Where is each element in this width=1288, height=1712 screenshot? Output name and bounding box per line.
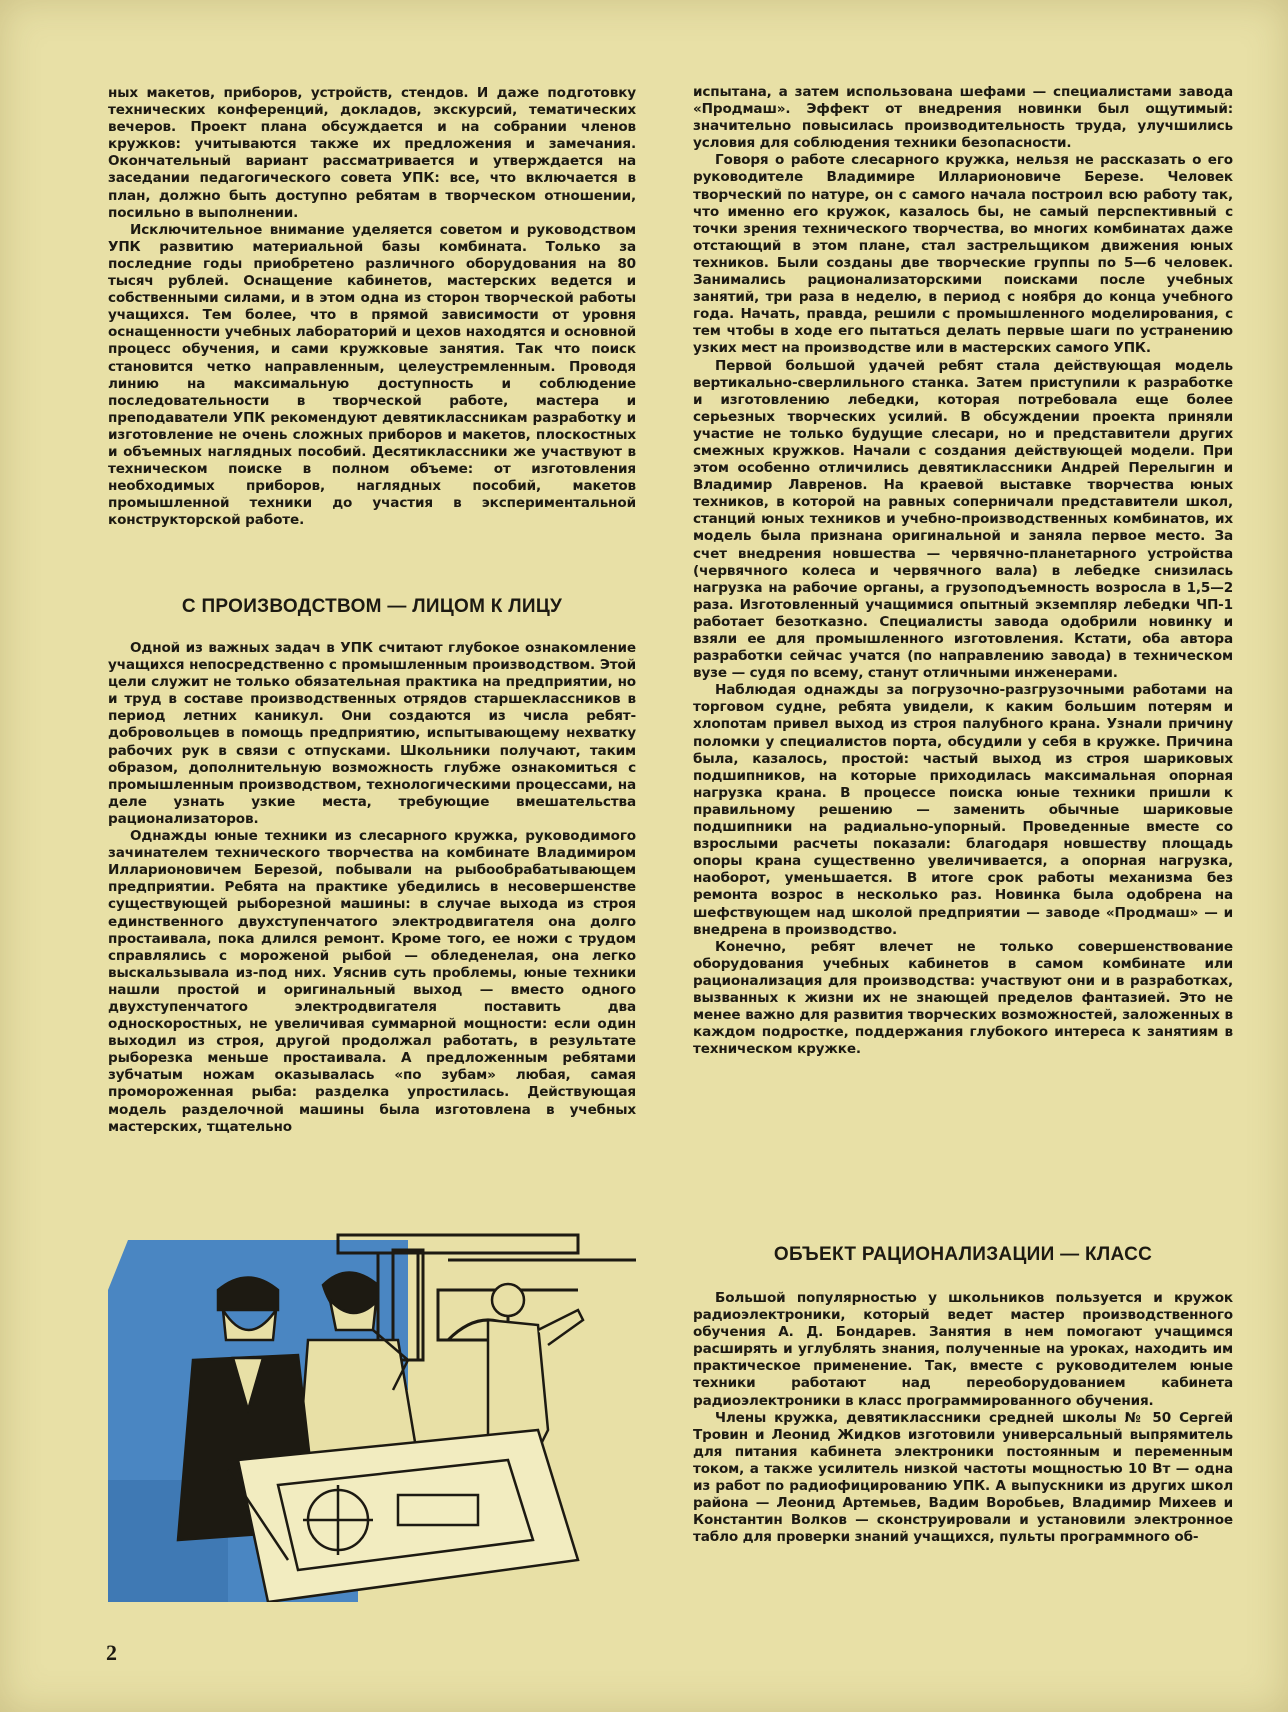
paragraph: Однажды юные техники из слесарного кружка, руководимого зачинателем технического творчества на комбинате Владимиром Илларионовичем Березой, побывали на рыбообрабатывающем предприятии. Ребята на практике убедились в несовершенстве существующей рыборезной машины: в случае выхода из строя единственного двухступенчатого электродвигателя она долго простаивала, пока длился ремонт. Кроме того, ее ножи с трудом справлялись с мороженой рыбой — обледенелая, она легко выскальзывала из-под них. Уяснив суть проблемы, юные техники нашли простой и оригинальный выход — вместо одного двухступенчатого электродвигателя поставить два односкоростных, не увеличивая суммарной мощности: если один выходил из строя, другой продолжал работать, в результате рыборезка меньше простаивала. А предложенным ребятами зубчатым ножам оказывалась «по зубам» любая, самая промороженная рыба: разделка упростилась. Действующая модель разделочной машины была изготовлена в учебных мастерских, тщательно [108,828,636,1135]
left-column-intro [108,85,636,529]
paragraph: Исключительное внимание уделяется советом и руководством УПК развитию материальной базы комбината. Только за последние годы приобретено различного оборудования на 80 тысяч рублей. Оснащение кабинетов, мастерских ведется и собственными силами, и в этом одна из сторон творческой работы учащихся. Тем более, что в прямой зависимости от уровня оснащенности учебных лабораторий и цехов находятся и основной процесс обучения, и сами кружковые занятия. Так что поиск становится четко направленным, целеустремленным. Проводя линию на максимальную доступность и соблюдение последовательности в творческой работе, мастера и преподаватели УПК рекомендуют девятиклассникам разработку и изготовление не очень сложных приборов и макетов, плоскостных и объемных наглядных пособий. Десятиклассники же участвуют в техническом поиске в полном объеме: от изготовления необходимых приборов, наглядных пособий, макетов промышленной техники до участия в экспериментальной конструкторской работе. [108,221,636,529]
paragraph: испытана, а затем использована шефами — специалистами завода «Продмаш». Эффект от внедрения новинки был ощутимый: значительно повысилась производительность труда, улучшились условия для соблюдения техники безопасности. [693,84,1233,152]
section-heading-production: С ПРОИЗВОДСТВОМ — ЛИЦОМ К ЛИЦУ [181,596,563,617]
paragraph: Большой популярностью у школьников пользуется и кружок радиоэлектроники, который ведет мастер производственного обучения А. Д. Бондарев. Занятия в нем помогают учащимся расширять и углублять знания, полученные на уроках, находить им практическое применение. Так, вместе с руководителем юные техники работают над переоборудованием кабинета радиоэлектроники в класс программированного обучения. [693,1290,1233,1409]
paragraph: Одной из важных задач в УПК считают глубокое ознакомление учащихся непосредственно с промышленным производством. Этой цели служит не только обязательная практика на предприятии, но и труд в составе производственных отрядов старшеклассников в период летних каникул. Они создаются из числа ребят-добровольцев в помощь предприятию, испытывающему нехватку рабочих рук в связи с отпусками. Школьники получают, таким образом, дополнительную возможность глубже ознакомиться с промышленным производством, технологическими процессами, на деле узнать узкие места, требующие вмешательства рационализаторов. [108,640,636,827]
section-heading-class: ОБЪЕКТ РАЦИОНАЛИЗАЦИИ — КЛАСС [773,1244,1153,1265]
right-column [693,84,1233,1058]
paragraph: Первой большой удачей ребят стала действующая модель вертикально-сверлильного станка. Затем приступили к разработке и изготовлению лебедки, которая потребовала еще более серьезных творческих усилий. В обсуждении проекта приняли участие не только будущие слесари, но и представители других смежных кружков. Начали с создания действующей модели. При этом особенно отличились девятиклассники Андрей Перелыгин и Владимир Лавренов. На краевой выставке творчества юных техников, в которой на равных соперничали представители школ, станций юных техников и учебно-производственных комбинатов, их модель была признана оригинальной и заняла первое место. За счет внедрения новшества — червячно-планетарного устройства (червячного колеса и червячного вала) в лебедке снизилась нагрузка на рабочие органы, а грузоподъемность возросла в 1,5—2 раза. Изготовленный учащимися опытный экземпляр лебедки ЧП-1 работает безотказно. Специалисты завода одобрили новинку и взяли ее для промышленного изготовления. Кстати, оба автора разработки сейчас учатся (по направлению завода) в техническом вузе — судя по всему, станут отличными инженерами. [693,357,1233,682]
paragraph: Конечно, ребят влечет не только совершенствование оборудования учебных кабинетов в самом комбинате или рационализация для производства: участвуют они и в разработках, вызванных к жизни их не знающей пределов фантазией. Это не менее важно для развития творческих возможностей, заложенных в каждом подростке, поддержания глубокого интереса к занятиям в техническом кружке. [693,938,1233,1058]
left-column-section1 [108,640,636,1136]
paragraph: ных макетов, приборов, устройств, стендов. И даже подготовку технических конференций, докладов, экскурсий, тематических вечеров. Проект плана обсуждается и на собрании членов кружков: учитываются также их предложения и замечания. Окончательный вариант рассматривается и утверждается на заседании педагогического совета УПК: все, что включается в план, должно быть доступно ребятам в творческом отношении, посильно в выполнении. [108,85,636,221]
drawing-board [228,1430,578,1602]
paragraph: Говоря о работе слесарного кружка, нельзя не рассказать о его руководителе Владимире Илларионовиче Березе. Человек творческий по натуре, он с самого начала построил всю работу так, что именно его кружок, казалось бы, не самый перспективный с точки зрения технического творчества, во многих комбинатах даже отстающий в этом плане, стал застрельщиком движения юных техников. Были созданы две творческие группы по 5—6 человек. Занимались рационализаторскими поисками после учебных занятий, три раза в неделю, в период с ноября до конца учебного года. Начать, правда, решили с промышленного моделирования, с тем чтобы в ходе его пытаться делать первые шаги по устранению узких мест на производстве или в мастерских самого УПК. [693,152,1233,357]
page-number: 2 [106,1640,117,1665]
paragraph: Наблюдая однажды за погрузочно-разгрузочными работами на торговом судне, ребята увидели, к каким большим потерям и хлопотам привел выход из строя палубного крана. Узнали причину поломки у специалистов порта, обсудили у себя в кружке. Причина была, казалось, простой: частый выход из строя шариковых подшипников, на которые приходилась максимальная опорная нагрузка крана. В процессе поиска юные техники пришли к правильному решению — заменить обычные шариковые подшипники на радиально-упорный. Проведенные вместе со взрослыми расчеты показали: благодаря новшеству площадь опоры крана существенно увеличивается, а опорная нагрузка, наоборот, уменьшается. В итоге срок работы механизма без ремонта возрос в несколько раз. Новинка была одобрена на шефствующем над школой предприятии — заводе «Продмаш» — и внедрена в производство. [693,682,1233,938]
workshop-illustration [108,1230,636,1602]
paragraph: Члены кружка, девятиклассники средней школы № 50 Сергей Тровин и Леонид Жидков изготовили универсальный выпрямитель для питания кабинета электроники постоянным и переменным током, а также усилитель низкой частоты мощностью 10 Вт — одна из работ по радиофицированию УПК. А выпускники из других школ района — Леонид Артемьев, Вадим Воробьев, Владимир Михеев и Константин Волков — сконструировали и установили электронное табло для проверки знаний учащихся, пульты программного об- [693,1409,1233,1546]
right-column-section2 [693,1290,1233,1546]
